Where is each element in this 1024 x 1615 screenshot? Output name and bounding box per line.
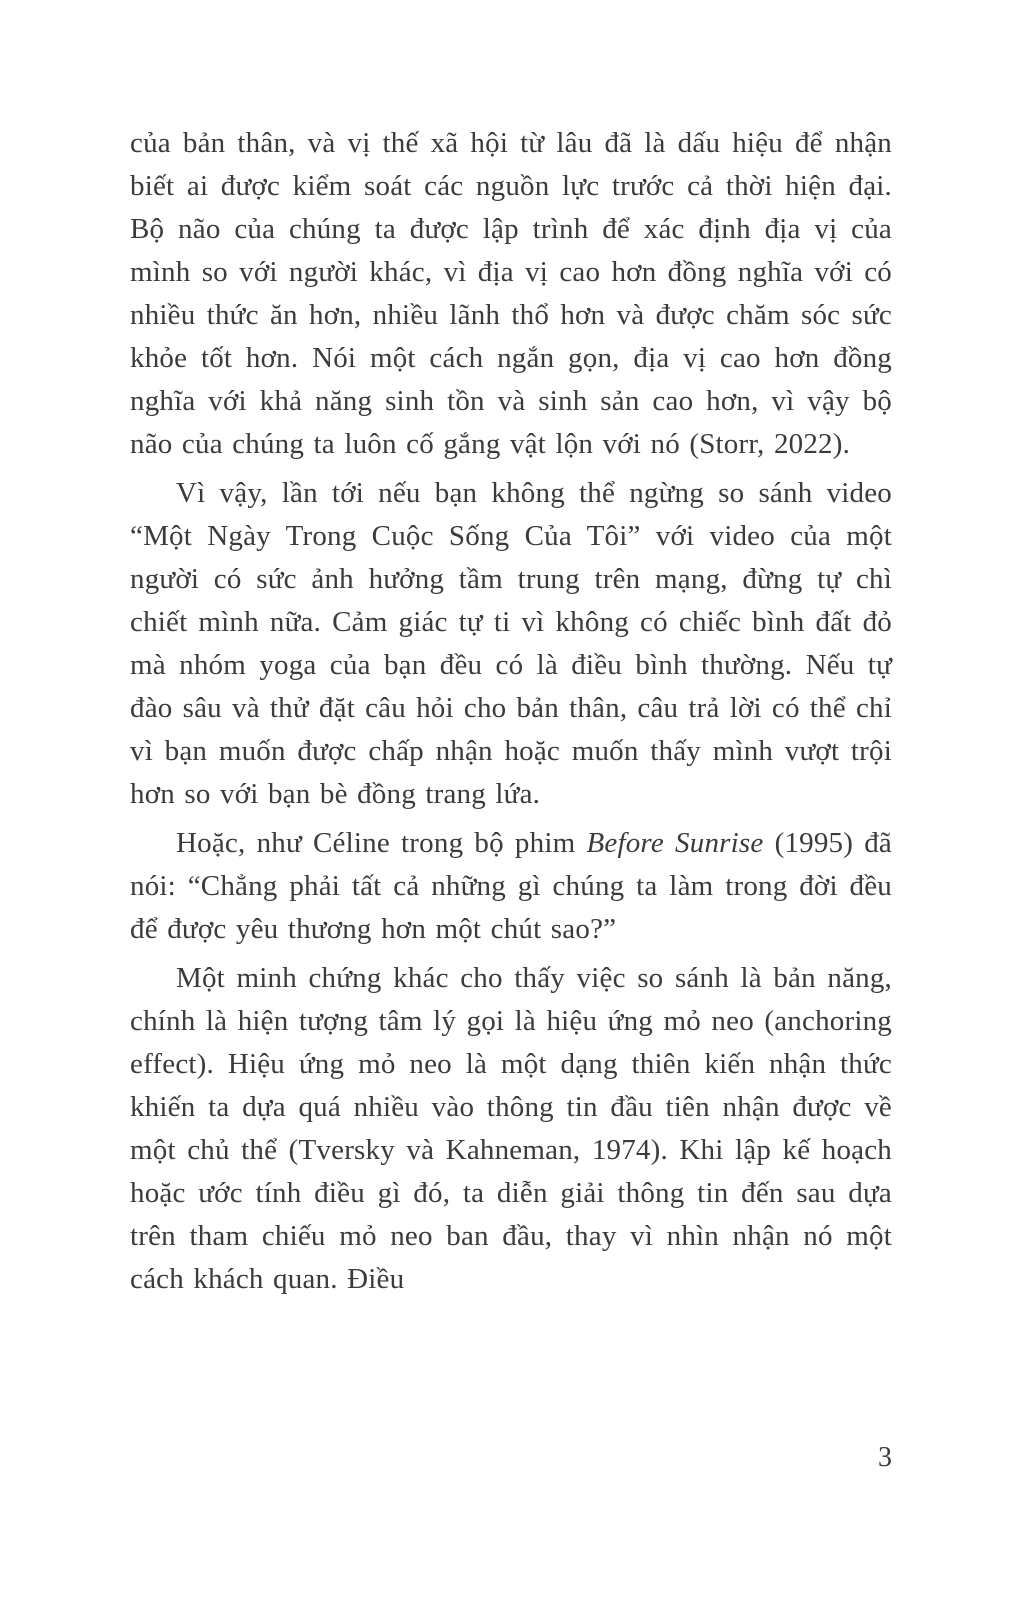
paragraph-text: (1995) đã nói: “Chẳng phải tất cả những gì chúng ta làm trong đời đều để được yêu thương hơn một chút sao?” (130, 827, 893, 945)
paragraph-continuation: của bản thân, và vị thế xã hội từ lâu đã là dấu hiệu để nhận biết ai được kiểm soát các nguồn lực trước cả thời hiện đại. Bộ não của chúng ta được lập trình để xác định địa vị của mình so với người khác, vì địa vị cao hơn đồng nghĩa với có nhiều thức ăn hơn, nhiều lãnh thổ hơn và được chăm sóc sức khỏe tốt hơn. Nói một cách ngắn gọn, địa vị cao hơn đồng nghĩa với khả năng sinh tồn và sinh sản cao hơn, vì vậy bộ não của chúng ta luôn cố gắng vật lộn với nó (Storr, 2022). (130, 127, 892, 460)
paragraph: Một minh chứng khác cho thấy việc so sánh là bản năng, chính là hiện tượng tâm lý gọi là hiệu ứng mỏ neo (anchoring effect). Hiệu ứng mỏ neo là một dạng thiên kiến nhận thức khiến ta dựa quá nhiều vào thông tin đầu tiên nhận được về một chủ thể (Tversky và Kahneman, 1974). Khi lập kế hoạch hoặc ước tính điều gì đó, ta diễn giải thông tin đến sau dựa trên tham chiếu mỏ neo ban đầu, thay vì nhìn nhận nó một cách khách quan. Điều (130, 962, 892, 1295)
movie-title-italic: Before Sunrise (586, 827, 764, 859)
page-text-block (130, 122, 892, 1307)
paragraph: Vì vậy, lần tới nếu bạn không thể ngừng so sánh video “Một Ngày Trong Cuộc Sống Của Tôi” với video của một người có sức ảnh hưởng tầm trung trên mạng, đừng tự chì chiết mình nữa. Cảm giác tự ti vì không có chiếc bình đất đỏ mà nhóm yoga của bạn đều có là điều bình thường. Nếu tự đào sâu và thử đặt câu hỏi cho bản thân, câu trả lời có thể chỉ vì bạn muốn được chấp nhận hoặc muốn thấy mình vượt trội hơn so với bạn bè đồng trang lứa. (130, 477, 892, 810)
paragraph (130, 822, 892, 951)
page-number: 3 (878, 1442, 892, 1473)
paragraph-text: Hoặc, như Céline trong bộ phim (176, 827, 587, 859)
